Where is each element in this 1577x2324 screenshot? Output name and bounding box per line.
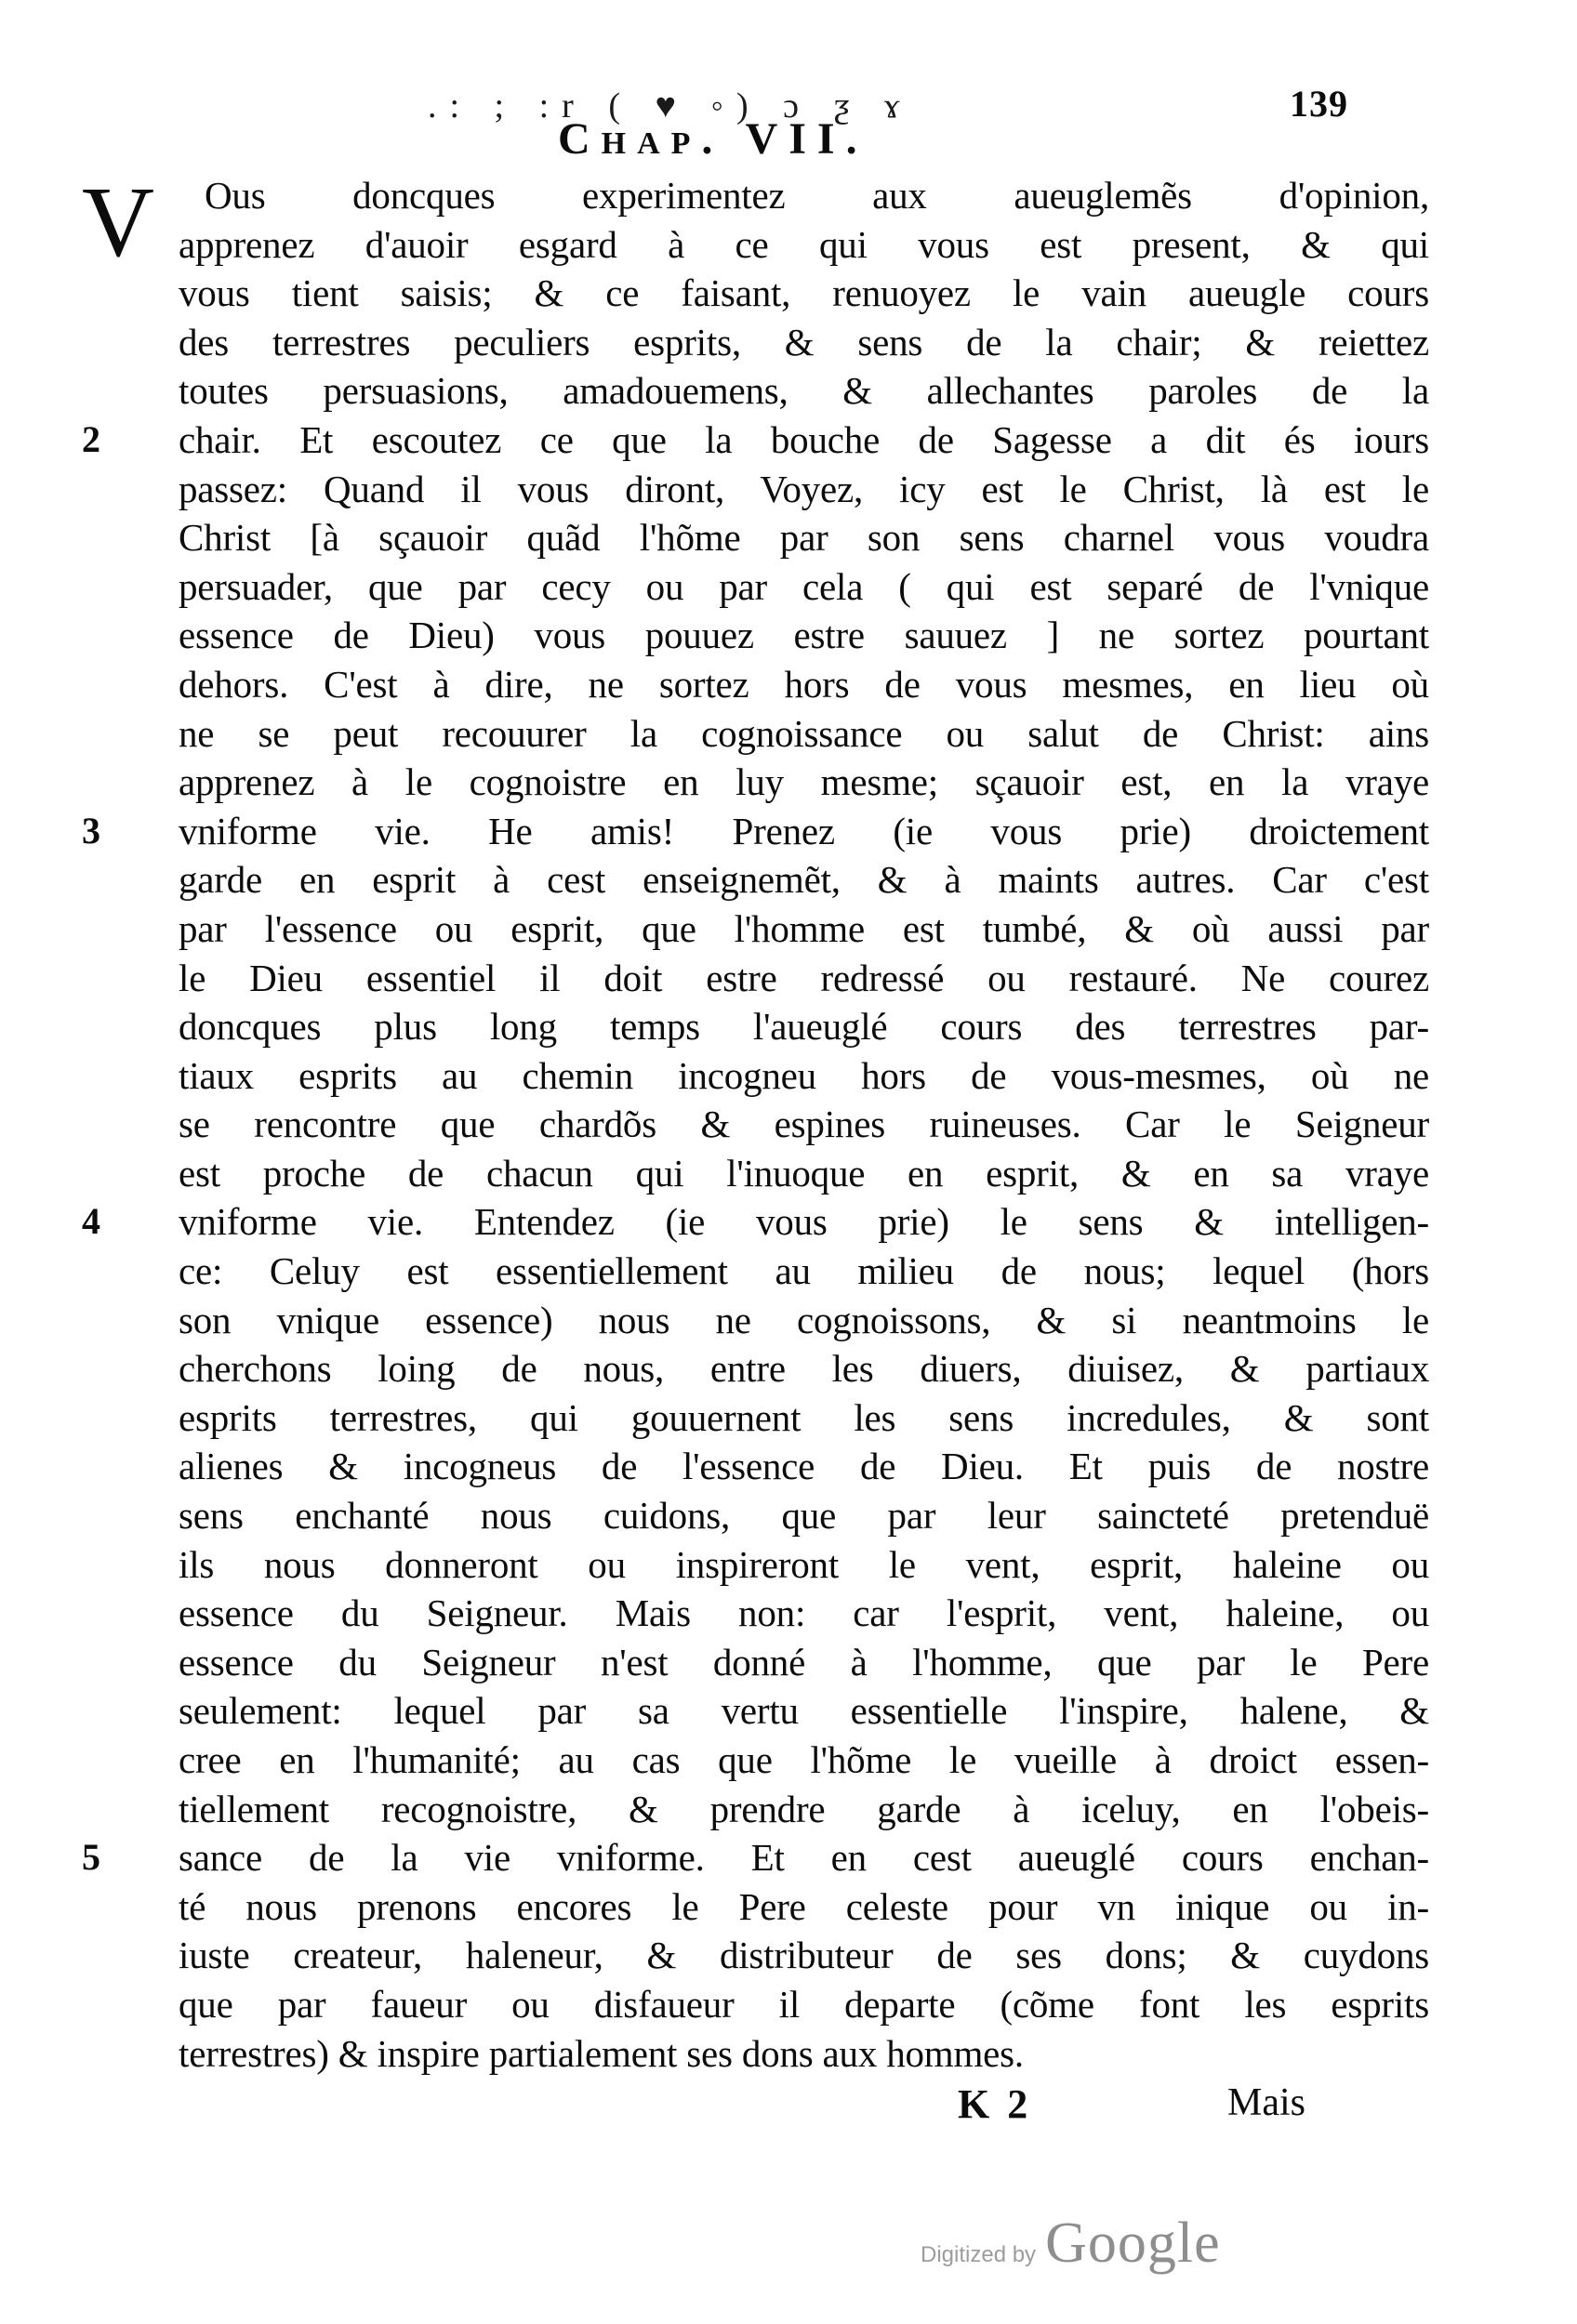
text-line [93, 611, 1429, 660]
margin-number: 4 [82, 1200, 100, 1243]
line-text: garde en esprit à cest enseignemẽt, & à maints autres. Car c'est [179, 858, 1429, 902]
text-line [93, 2029, 1358, 2079]
margin-number: 2 [82, 417, 100, 460]
line-text: essence de Dieu) vous pouuez estre sauuez ] ne sortez pourtant [179, 614, 1429, 657]
text-line [93, 1051, 1429, 1101]
line-text: apprenez d'auoir esgard à ce qui vous est present, & qui [179, 222, 1429, 266]
text-line [93, 269, 1429, 318]
line-text: passez: Quand il vous diront, Voyez, icy est le Christ, là est le [179, 467, 1429, 510]
line-text: Ous doncques experimentez aux aueuglemẽs d'opinion, [205, 174, 1429, 217]
line-text: sance de la vie vniforme. Et en cest aueuglé cours enchan- [179, 1836, 1429, 1880]
text-line [93, 1002, 1429, 1051]
text-line [93, 465, 1429, 514]
line-text: alienes & incogneus de l'essence de Dieu. Et puis de nostre [179, 1445, 1429, 1488]
line-text: toutes persuasions, amadouemens, & allechantes paroles de la [179, 369, 1429, 413]
text-line [93, 1931, 1429, 1980]
text-line [93, 318, 1429, 367]
text-line [93, 1882, 1429, 1932]
line-text: persuader, que par cecy ou par cela ( qui est separé de l'vnique [179, 564, 1429, 608]
text-line [93, 1540, 1429, 1590]
line-text: seulement: lequel par sa vertu essentielle l'inspire, halene, & [179, 1689, 1429, 1733]
body-text [82, 171, 1429, 2078]
line-text: vous tient saisis; & ce faisant, renuoyez le vain aueugle cours [179, 271, 1429, 315]
google-logo: Google [1045, 2212, 1221, 2275]
line-text: ils nous donneront ou inspireront le vent, esprit, haleine ou [179, 1542, 1429, 1586]
text-line [93, 1589, 1429, 1638]
line-text: té nous prenons encores le Pere celeste pour vn inique ou in- [179, 1884, 1429, 1928]
line-text: tiellement recognoistre, & prendre garde à iceluy, en l'obeis- [179, 1787, 1429, 1830]
line-text: tiaux esprits au chemin incogneu hors de vous-mesmes, où ne [179, 1053, 1429, 1097]
text-line [93, 513, 1429, 562]
digitization-watermark [921, 2211, 1221, 2277]
text-line [93, 1736, 1429, 1785]
text-line [93, 758, 1429, 807]
line-text: cherchons loing de nous, entre les diuers, diuisez, & partiaux [179, 1347, 1429, 1391]
text-line [82, 1833, 1429, 1882]
drop-cap: V [82, 167, 154, 278]
text-line [93, 1344, 1429, 1393]
line-text: sens enchanté nous cuidons, que par leur saincteté pretenduë [179, 1494, 1429, 1538]
line-text: terrestres) & inspire partialement ses dons aux hommes. [179, 2031, 1024, 2075]
text-line [93, 1442, 1429, 1491]
line-text: le Dieu essentiel il doit estre redressé ou restauré. Ne courez [179, 956, 1429, 999]
text-line [93, 1149, 1429, 1198]
text-line [93, 1393, 1429, 1443]
text-line [93, 171, 1429, 220]
text-line [93, 660, 1429, 709]
line-text: dehors. C'est à dire, ne sortez hors de vous mesmes, en lieu où [179, 662, 1429, 706]
text-line [93, 905, 1429, 954]
line-text: se rencontre que chardõs & espines ruineuses. Car le Seigneur [179, 1103, 1429, 1146]
line-text: par l'essence ou esprit, que l'homme est tumbé, & où aussi par [179, 906, 1429, 950]
line-text: apprenez à le cognoistre en luy mesme; sçauoir est, en la vraye [179, 760, 1429, 804]
text-line [93, 366, 1429, 416]
signature-mark: K 2 [958, 2081, 1032, 2127]
margin-number: 5 [82, 1836, 100, 1879]
text-line [93, 220, 1429, 270]
header-fragment: .: ; :r ( ♥ ◦) ɔ ƺ ɤ [428, 86, 913, 125]
margin-number: 3 [82, 809, 100, 852]
line-text: essence du Seigneur. Mais non: car l'esprit, vent, haleine, ou [179, 1591, 1429, 1635]
text-line [82, 807, 1429, 856]
text-line [93, 1100, 1429, 1149]
watermark-label: Digitized by [921, 2242, 1037, 2267]
line-text: vniforme vie. He amis! Prenez (ie vous prie) droictement [179, 809, 1429, 852]
text-line [93, 709, 1429, 759]
line-text: ne se peut recouurer la cognoissance ou salut de Christ: ains [179, 711, 1429, 755]
text-line [82, 416, 1429, 465]
line-text: ce: Celuy est essentiellement au milieu de nous; lequel (hors [179, 1249, 1429, 1293]
text-line [82, 1197, 1429, 1247]
line-text: chair. Et escoutez ce que la bouche de Sagesse a dit és iours [179, 417, 1429, 461]
text-line [93, 1980, 1429, 2029]
line-text: essence du Seigneur n'est donné à l'homme, que par le Pere [179, 1640, 1429, 1684]
line-text: vniforme vie. Entendez (ie vous prie) le sens & intelligen- [179, 1200, 1429, 1244]
text-line [93, 855, 1429, 905]
text-line [93, 1638, 1429, 1687]
text-line [93, 562, 1429, 612]
line-text: doncques plus long temps l'aueuglé cours des terrestres par- [179, 1005, 1429, 1049]
line-text: esprits terrestres, qui gouuernent les sens incredules, & sont [179, 1395, 1429, 1439]
text-line [93, 1785, 1429, 1834]
chapter-title: Chap. VII. [558, 114, 868, 164]
line-text: des terrestres peculiers esprits, & sens de la chair; & reiettez [179, 320, 1429, 363]
line-text: est proche de chacun qui l'inuoque en esprit, & en sa vraye [179, 1151, 1429, 1195]
line-text: iuste createur, haleneur, & distributeur de ses dons; & cuydons [179, 1934, 1429, 1977]
text-line [93, 954, 1429, 1003]
line-text: cree en l'humanité; au cas que l'hõme le vueille à droict essen- [179, 1738, 1429, 1781]
text-line [93, 1686, 1429, 1736]
line-text: que par faueur ou disfaueur il departe (cõme font les esprits [179, 1982, 1429, 2026]
text-line [93, 1296, 1429, 1345]
page-number: 139 [1290, 83, 1348, 125]
line-text: Christ [à sçauoir quãd l'hõme par son sens charnel vous voudra [179, 516, 1429, 560]
text-line [93, 1491, 1429, 1540]
catchword: Mais [1227, 2081, 1305, 2124]
text-line [93, 1247, 1429, 1296]
line-text: son vnique essence) nous ne cognoissons, & si neantmoins le [179, 1298, 1429, 1341]
